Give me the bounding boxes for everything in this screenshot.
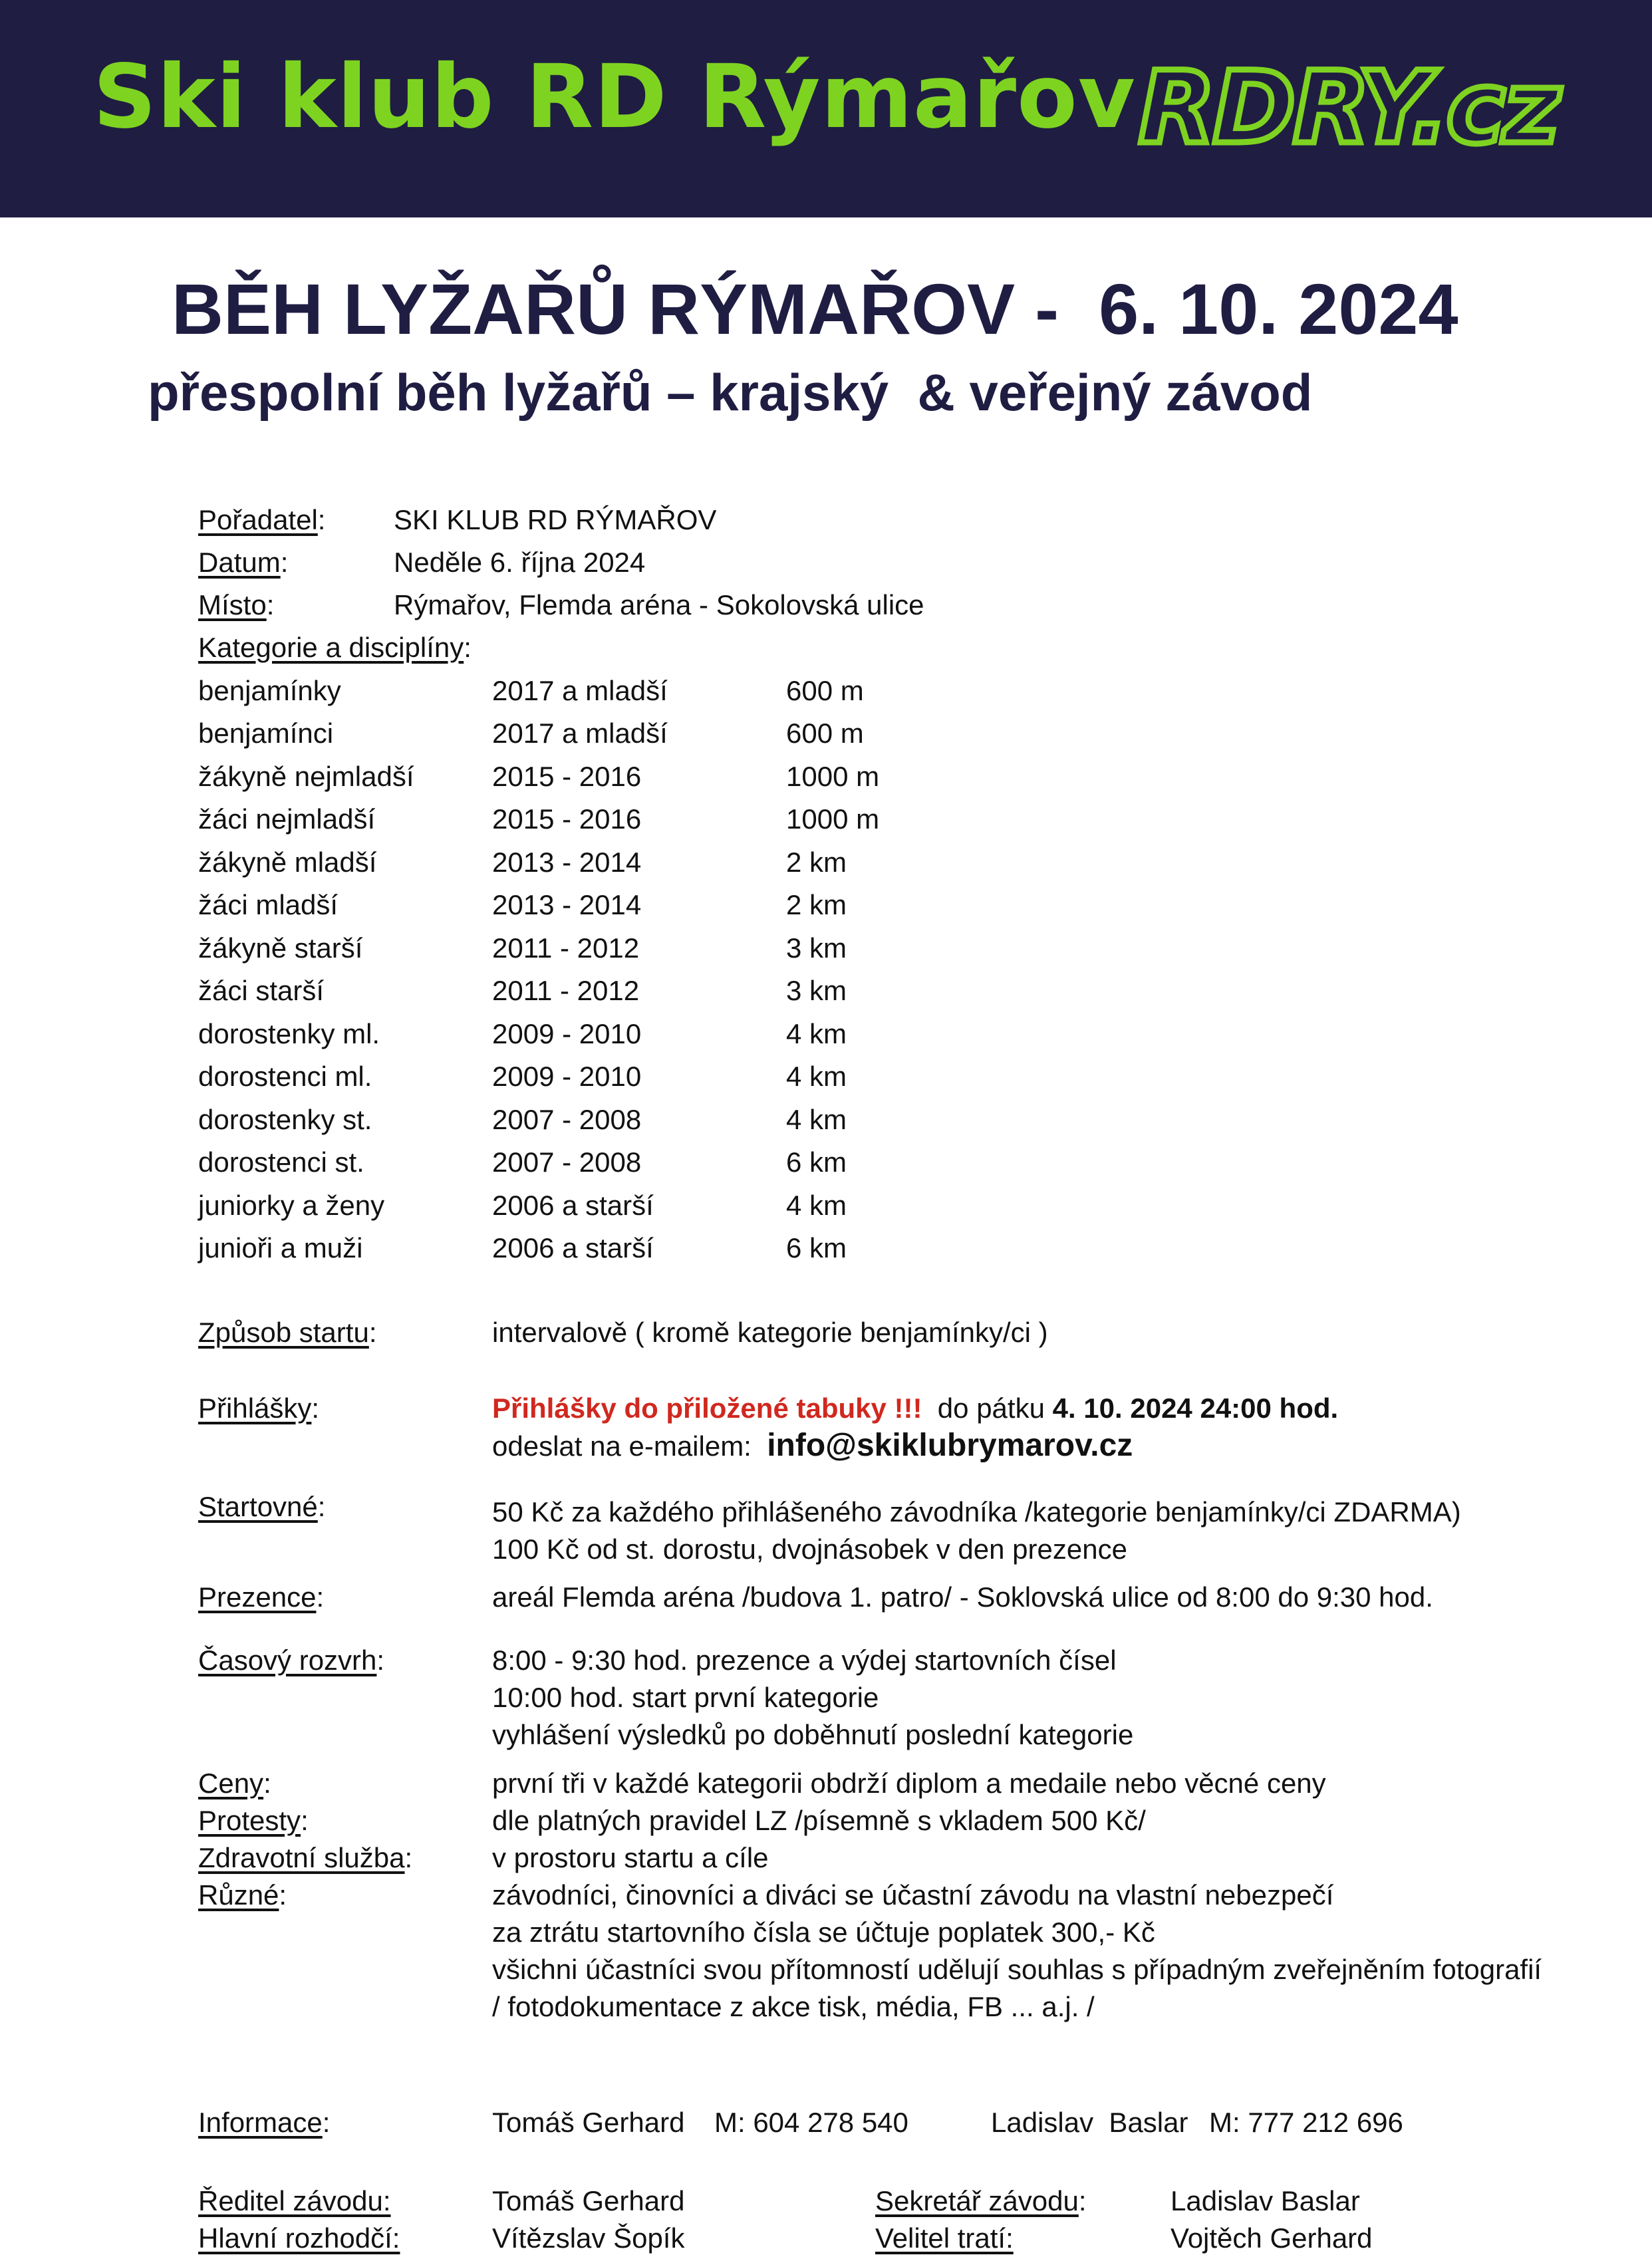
category-years: 2015 - 2016 [492,803,642,835]
ruzne-line: / fotodokumentace z akce tisk, média, FB ... a.j. / [492,1991,1095,2022]
reditel-label: Ředitel závodu: [198,2185,391,2216]
category-name: žákyně starší [198,932,363,964]
category-distance: 4 km [786,1018,847,1049]
velitel-value: Vojtěch Gerhard [1170,2222,1373,2254]
club-name: Ski klub RD Rýmařov [93,46,1136,148]
startovne-label: Startovné [198,1491,318,1522]
startovne-line: 50 Kč za každého přihlášeného závodníka /kategorie benjamínky/ci ZDARMA) [492,1496,1461,1527]
category-years: 2009 - 2010 [492,1018,642,1049]
category-distance: 4 km [786,1190,847,1221]
rdry-logo[interactable]: RDRY.cz [1139,51,1558,166]
prezence-label: Prezence [198,1581,317,1613]
sekretar-value: Ladislav Baslar [1170,2185,1360,2216]
category-distance: 2 km [786,889,847,920]
ruzne-line: všichni účastníci svou přítomností udělují souhlas s případným zveřejněním fotografií [492,1954,1542,1985]
prihlasky-warning: Přihlášky do přiložené tabuky !!! [492,1393,922,1424]
contact-person: Tomáš Gerhard [492,2107,685,2138]
category-distance: 4 km [786,1104,847,1135]
datum-value: Neděle 6. října 2024 [394,547,646,578]
category-years: 2013 - 2014 [492,889,642,920]
category-distance: 1000 m [786,803,880,835]
rozvrh-label: Časový rozvrh [198,1645,377,1676]
category-years: 2015 - 2016 [492,761,642,792]
category-name: dorostenci ml. [198,1061,372,1092]
category-name: žáci nejmladší [198,803,376,835]
zdravotni-value: v prostoru startu a cíle [492,1842,769,1873]
prihlasky-value [492,1390,1338,1427]
category-years: 2007 - 2008 [492,1146,642,1178]
ruzne-line: závodníci, činovníci a diváci se účastní závodu na vlastní nebezpečí [492,1879,1334,1911]
misto-value: Rýmařov, Flemda aréna - Sokolovská ulice [394,589,924,620]
velitel-label: Velitel tratí: [875,2222,1014,2254]
category-name: žáci mladší [198,889,339,920]
category-distance: 600 m [786,675,864,706]
rozvrh-line: vyhlášení výsledků po doběhnutí poslední kategorie [492,1719,1134,1750]
category-years: 2017 a mladší [492,718,668,749]
ceny-label: Ceny [198,1768,264,1799]
category-years: 2011 - 2012 [492,932,640,964]
event-title: BĚH LYŽAŘŮ RÝMAŘOV - 6. 10. 2024 [172,269,1458,349]
prihlasky-mid: do pátku [922,1393,1053,1424]
email-link[interactable]: info@skiklubrymarov.cz [767,1428,1133,1463]
startovne-row: Startovné: [198,1491,326,1522]
ceny-row: Ceny: [198,1768,271,1799]
category-distance: 3 km [786,975,847,1006]
category-distance: 4 km [786,1061,847,1092]
prihlasky-deadline: 4. 10. 2024 24:00 hod. [1052,1393,1339,1424]
header-banner [0,0,1652,217]
zpusob-row: Způsob startu: [198,1317,377,1348]
category-years: 2007 - 2008 [492,1104,642,1135]
prihlasky-send: odeslat na e-mailem: [492,1430,767,1462]
rozhodci-label: Hlavní rozhodčí: [198,2222,400,2254]
category-distance: 3 km [786,932,847,964]
protesty-label: Protesty [198,1805,301,1836]
startovne-line: 100 Kč od st. dorostu, dvojnásobek v den prezence [492,1533,1127,1565]
protesty-row: Protesty: [198,1805,309,1836]
category-years: 2006 a starší [492,1190,654,1221]
category-name: juniorky a ženy [198,1190,385,1221]
zpusob-value: intervalově ( kromě kategorie benjamínky/ci ) [492,1317,1048,1348]
poradatel-row: Pořadatel: [198,504,326,535]
contact-phone[interactable]: M: 604 278 540 [714,2107,908,2138]
category-years: 2013 - 2014 [492,847,642,878]
informace-label: Informace [198,2107,323,2138]
category-distance: 2 km [786,847,847,878]
informace-row: Informace: [198,2107,331,2138]
kategorie-label: Kategorie a disciplíny [198,632,464,663]
category-distance: 6 km [786,1232,847,1263]
category-name: žáci starší [198,975,325,1006]
category-distance: 600 m [786,718,864,749]
ruzne-label: Různé [198,1879,279,1911]
datum-label: Datum [198,547,281,578]
category-years: 2017 a mladší [492,675,668,706]
protesty-value: dle platných pravidel LZ /písemně s vkladem 500 Kč/ [492,1805,1146,1836]
reditel-value: Tomáš Gerhard [492,2185,685,2216]
category-distance: 6 km [786,1146,847,1178]
zdravotni-label: Zdravotní služba [198,1842,405,1873]
category-name: žákyně nejmladší [198,761,414,792]
event-subtitle: přespolní běh lyžařů – krajský & veřejný závod [148,363,1313,422]
category-name: benjamínci [198,718,334,749]
poradatel-value: SKI KLUB RD RÝMAŘOV [394,504,717,535]
prezence-row: Prezence: [198,1581,325,1613]
sekretar-row: Sekretář závodu: [875,2185,1087,2216]
category-name: žákyně mladší [198,847,377,878]
rozvrh-row: Časový rozvrh: [198,1645,385,1676]
category-distance: 1000 m [786,761,880,792]
zdravotni-row: Zdravotní služba: [198,1842,413,1873]
category-name: junioři a muži [198,1232,363,1263]
contact-phone[interactable]: M: 777 212 696 [1209,2107,1403,2138]
category-years: 2011 - 2012 [492,975,640,1006]
rozvrh-line: 10:00 hod. start první kategorie [492,1682,879,1713]
kategorie-row: Kategorie a disciplíny: [198,632,472,663]
ruzne-line: za ztrátu startovního čísla se účtuje poplatek 300,- Kč [492,1917,1155,1948]
sekretar-label: Sekretář závodu [875,2185,1079,2216]
ceny-value: první tři v každé kategorii obdrží diplom a medaile nebo věcné ceny [492,1768,1326,1799]
category-name: benjamínky [198,675,341,706]
prihlasky-row: Přihlášky: [198,1393,320,1424]
category-years: 2006 a starší [492,1232,654,1263]
prezence-value: areál Flemda aréna /budova 1. patro/ - Soklovská ulice od 8:00 do 9:30 hod. [492,1581,1433,1613]
misto-row: Místo: [198,589,275,620]
prihlasky-label: Přihlášky [198,1393,312,1424]
zpusob-label: Způsob startu [198,1317,369,1348]
ruzne-row: Různé: [198,1879,287,1911]
datum-row: Datum: [198,547,289,578]
category-name: dorostenky st. [198,1104,372,1135]
rozhodci-value: Vítězslav Šopík [492,2222,685,2254]
rozvrh-line: 8:00 - 9:30 hod. prezence a výdej startovních čísel [492,1645,1117,1676]
misto-label: Místo [198,589,267,620]
category-name: dorostenky ml. [198,1018,380,1049]
category-name: dorostenci st. [198,1146,364,1178]
poradatel-label: Pořadatel [198,504,318,535]
prihlasky-email-row [492,1427,1133,1465]
contact-person: Ladislav Baslar [991,2107,1188,2138]
category-years: 2009 - 2010 [492,1061,642,1092]
